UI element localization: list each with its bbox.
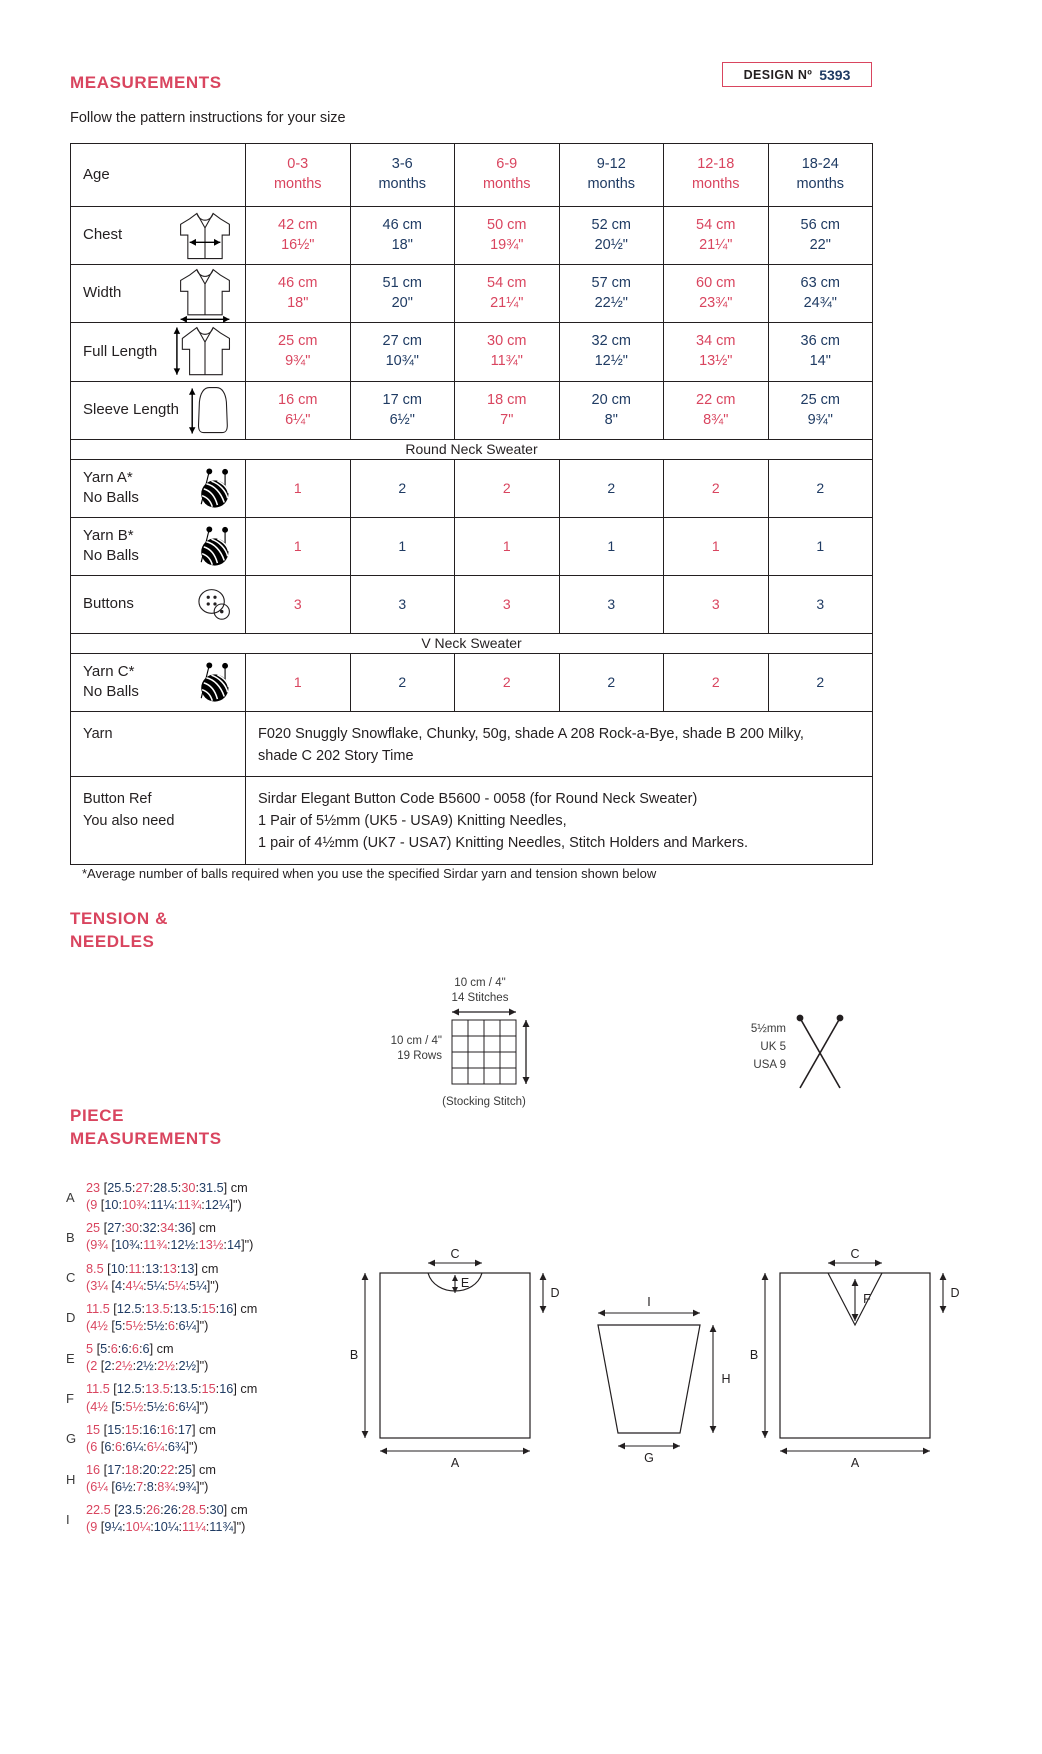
measurement-cell xyxy=(559,207,664,265)
ball-count: 2 xyxy=(502,479,511,496)
measurement-cell xyxy=(664,207,769,265)
row-label-chest xyxy=(71,207,246,265)
row-label-full-length xyxy=(71,323,246,382)
measurement-cell xyxy=(768,382,873,440)
ball-count-cell xyxy=(350,653,455,711)
row-label-sleeve-length xyxy=(71,382,246,440)
ball-count: 3 xyxy=(398,595,407,612)
value-cm: 17 cm xyxy=(382,391,422,408)
piece-key: G xyxy=(66,1431,77,1447)
tension-side-label-line2: 19 Rows xyxy=(397,1050,442,1062)
value-inch: 11¾" xyxy=(490,353,523,369)
size-range: 18-24 xyxy=(801,156,839,173)
section-round-neck-cell: Round Neck Sweater xyxy=(71,440,873,460)
schematic-label-h: H xyxy=(721,1372,731,1386)
size-range: 6-9 xyxy=(496,156,518,173)
value-cm: 46 cm xyxy=(278,274,318,291)
info-label-line2: You also need xyxy=(83,813,175,830)
ball-count-cell xyxy=(768,653,873,711)
size-header-cell-0 xyxy=(246,144,351,207)
ball-count: 1 xyxy=(711,537,720,554)
row-label-yarn-c- xyxy=(71,653,246,711)
value-inch: 19¾" xyxy=(490,236,524,253)
table-row xyxy=(71,653,873,711)
measurement-cell xyxy=(559,382,664,440)
ball-count-cell xyxy=(350,517,455,575)
piece-values-inch: (9 [9¼:10¼:10¼:11¼:11¾]") xyxy=(86,1520,246,1535)
measurement-cell xyxy=(246,323,351,382)
size-unit: months xyxy=(587,176,636,192)
piece-measurement-item xyxy=(66,1220,366,1254)
value-inch: 8¾" xyxy=(703,411,729,428)
ball-count-cell xyxy=(664,575,769,633)
piece-values-inch: (6¼ [6½:7:8:8¾:9¾]") xyxy=(86,1480,209,1495)
ball-count-cell xyxy=(455,575,560,633)
sleeve-icon xyxy=(187,384,237,438)
ball-count: 2 xyxy=(816,673,825,690)
ball-count-cell xyxy=(455,459,560,517)
section-v-neck xyxy=(71,633,873,653)
measurement-cell xyxy=(455,265,560,323)
row-label-text: Full Length xyxy=(83,342,158,360)
row-label-yarn-b- xyxy=(71,517,246,575)
value-inch: 23¾" xyxy=(699,294,733,311)
needle-usa-label: USA 9 xyxy=(753,1059,786,1071)
piece-values-inch: (3¼ [4:4¼:5¼:5¼:5¼]") xyxy=(86,1278,219,1293)
ball-count-cell xyxy=(664,653,769,711)
section-v-neck-cell: V Neck Sweater xyxy=(71,633,873,653)
size-unit: months xyxy=(482,176,531,192)
schematic-label-c-left: C xyxy=(450,1247,460,1261)
yarn-ball-icon xyxy=(191,465,237,511)
measurement-cell xyxy=(664,323,769,382)
ball-count: 3 xyxy=(293,595,302,612)
ball-count-cell xyxy=(559,459,664,517)
tension-grid xyxy=(452,1020,516,1084)
table-row xyxy=(71,382,873,440)
size-unit: months xyxy=(691,176,740,192)
piece-measurements-list xyxy=(66,1180,366,1543)
ball-count-cell xyxy=(664,517,769,575)
ball-count-cell xyxy=(664,459,769,517)
value-inch: 14" xyxy=(809,353,831,369)
piece-values-cm: 16 [17:18:20:22:25] cm xyxy=(86,1462,216,1477)
schematic-label-b-right: B xyxy=(749,1348,759,1362)
ball-count-cell xyxy=(246,653,351,711)
ball-count-cell xyxy=(455,517,560,575)
size-unit: months xyxy=(273,176,322,192)
value-cm: 51 cm xyxy=(382,274,422,291)
size-header-cell-4 xyxy=(664,144,769,207)
piece-values xyxy=(86,1462,216,1496)
value-cm: 42 cm xyxy=(278,216,318,233)
row-icon-slot xyxy=(191,465,237,511)
value-cm: 46 cm xyxy=(382,216,422,233)
measurement-cell xyxy=(455,207,560,265)
ball-count: 2 xyxy=(711,479,720,496)
measurement-cell xyxy=(350,382,455,440)
table-row xyxy=(71,207,873,265)
sweater-width-icon xyxy=(173,266,237,322)
schematic-body-round-neck xyxy=(380,1273,530,1438)
value-inch: 24¾" xyxy=(803,294,837,311)
design-number: 5393 xyxy=(819,66,851,83)
piece-values xyxy=(86,1502,248,1536)
ball-count-cell xyxy=(559,575,664,633)
ball-count: 2 xyxy=(398,673,407,690)
value-inch: 18" xyxy=(287,294,309,311)
piece-values xyxy=(86,1381,257,1415)
ball-count: 1 xyxy=(293,479,302,496)
ball-count: 2 xyxy=(502,673,511,690)
tension-swatch-diagram xyxy=(330,972,630,1117)
ball-count: 3 xyxy=(502,595,511,612)
ball-count: 1 xyxy=(607,537,616,554)
piece-heading-line2: MEASUREMENTS xyxy=(70,1128,222,1148)
info-row xyxy=(71,711,873,777)
ball-count-cell xyxy=(246,575,351,633)
ball-count-cell xyxy=(246,517,351,575)
balls-footnote: *Average number of balls required when you use the specified Sirdar yarn and tension shown below xyxy=(82,866,657,881)
row-label-text: Yarn A* No Balls xyxy=(83,469,139,507)
piece-measurement-item xyxy=(66,1301,366,1335)
value-inch: 20½" xyxy=(594,236,628,253)
design-number-badge xyxy=(722,62,872,87)
piece-values-cm: 25 [27:30:32:34:36] cm xyxy=(86,1221,216,1236)
piece-key: I xyxy=(66,1511,70,1527)
tension-side-arrow xyxy=(523,1020,530,1084)
measurement-cell xyxy=(246,207,351,265)
measurement-cell xyxy=(350,207,455,265)
piece-measurement-item xyxy=(66,1341,366,1375)
measurement-cell xyxy=(455,323,560,382)
row-icon-slot xyxy=(173,208,237,264)
info-line: 1 pair of 4½mm (UK7 - USA7) Knitting Needles, Stitch Holders and Markers. xyxy=(258,834,748,851)
age-label: Age xyxy=(83,165,110,183)
info-line: F020 Snuggly Snowflake, Chunky, 50g, shade A 208 Rock-a-Bye, shade B 200 Milky, xyxy=(258,725,804,742)
value-inch: 9¾" xyxy=(807,411,833,428)
sweater-length-icon xyxy=(173,323,237,381)
size-range: 9-12 xyxy=(596,156,626,173)
measurement-cell xyxy=(664,265,769,323)
needle-uk-label: UK 5 xyxy=(760,1041,786,1053)
row-label-text: Buttons xyxy=(83,595,134,613)
piece-values-cm: 5 [5:6:6:6:6] cm xyxy=(86,1342,174,1357)
piece-values-cm: 8.5 [10:11:13:13:13] cm xyxy=(86,1261,219,1276)
row-label-text: Yarn B* No Balls xyxy=(83,527,139,565)
value-cm: 25 cm xyxy=(800,391,840,408)
ball-count: 3 xyxy=(607,595,616,612)
ball-count: 3 xyxy=(711,595,720,612)
tension-top-label-line2: 14 Stitches xyxy=(451,992,509,1004)
piece-key: D xyxy=(66,1310,76,1326)
size-range: 3-6 xyxy=(391,156,413,173)
knitting-needles-diagram xyxy=(700,1010,880,1100)
value-cm: 52 cm xyxy=(591,216,631,233)
piece-values-inch: (6 [6:6:6¼:6¼:6¾]") xyxy=(86,1439,198,1454)
tension-top-label-line1: 10 cm / 4" xyxy=(454,977,506,989)
piece-key: A xyxy=(66,1189,75,1205)
value-inch: 6½" xyxy=(389,411,415,428)
measurements-table xyxy=(70,143,873,865)
piece-values xyxy=(86,1341,208,1375)
needle-icon xyxy=(797,1015,842,1088)
schematic-label-a-right: A xyxy=(850,1456,860,1470)
value-cm: 63 cm xyxy=(800,274,840,291)
tension-heading-line1: TENSION & xyxy=(70,909,168,928)
info-line: 1 Pair of 5½mm (UK5 - USA9) Knitting Needles, xyxy=(258,813,567,830)
piece-heading-line1: PIECE xyxy=(70,1106,125,1125)
value-inch: 10¾" xyxy=(385,353,419,369)
measurement-cell xyxy=(350,265,455,323)
schematic-label-a-left: A xyxy=(450,1456,460,1470)
row-icon-slot xyxy=(191,659,237,705)
table-row xyxy=(71,265,873,323)
measurement-cell xyxy=(768,323,873,382)
piece-measurement-item xyxy=(66,1381,366,1415)
value-inch: 6¼" xyxy=(285,411,311,428)
value-inch: 12½" xyxy=(594,353,628,369)
size-header-cell-3 xyxy=(559,144,664,207)
value-cm: 34 cm xyxy=(696,333,736,350)
piece-values-cm: 15 [15:15:16:16:17] cm xyxy=(86,1422,216,1437)
schematic-label-g: G xyxy=(644,1451,654,1465)
info-label: Yarn xyxy=(83,725,113,742)
schematic-left-dim-arrows xyxy=(362,1260,547,1455)
ball-count-cell xyxy=(350,575,455,633)
schematic-label-f: F xyxy=(863,1292,871,1306)
table-row xyxy=(71,459,873,517)
value-cm: 27 cm xyxy=(382,333,422,350)
tension-heading xyxy=(70,908,168,954)
size-unit: months xyxy=(378,176,427,192)
ball-count-cell xyxy=(455,653,560,711)
design-label: DESIGN Nº xyxy=(743,67,813,82)
page-title: MEASUREMENTS xyxy=(70,73,222,92)
piece-measurement-item xyxy=(66,1462,366,1496)
piece-values-cm: 22.5 [23.5:26:26:28.5:30] cm xyxy=(86,1503,248,1518)
schematic-label-e: E xyxy=(460,1276,470,1290)
tension-caption: (Stocking Stitch) xyxy=(442,1096,526,1108)
value-cm: 32 cm xyxy=(591,333,631,350)
info-line: shade C 202 Story Time xyxy=(258,747,414,764)
measurement-cell xyxy=(455,382,560,440)
needle-size-label: 5½mm xyxy=(750,1023,786,1035)
value-inch: 21¼" xyxy=(699,236,733,253)
size-header-cell-1 xyxy=(350,144,455,207)
value-inch: 18" xyxy=(391,236,413,253)
info-label-line1: Button Ref xyxy=(83,791,152,808)
piece-values-cm: 23 [25.5:27:28.5:30:31.5] cm xyxy=(86,1181,248,1195)
schematic-label-b-left: B xyxy=(349,1348,359,1362)
ball-count-cell xyxy=(768,459,873,517)
piece-values xyxy=(86,1261,219,1295)
row-icon-slot xyxy=(191,523,237,569)
piece-key: H xyxy=(66,1471,76,1487)
ball-count: 2 xyxy=(607,673,616,690)
table-row xyxy=(71,575,873,633)
piece-values xyxy=(86,1220,253,1254)
piece-key: F xyxy=(66,1391,74,1407)
ball-count: 2 xyxy=(398,479,407,496)
sweater-chest-icon xyxy=(173,208,237,264)
schematic-label-d-right: D xyxy=(950,1286,960,1300)
size-header-cell-2 xyxy=(455,144,560,207)
measurement-cell xyxy=(768,207,873,265)
table-row xyxy=(71,323,873,382)
table-row xyxy=(71,517,873,575)
piece-values-inch: (4½ [5:5½:5½:6:6¼]") xyxy=(86,1318,209,1333)
measurement-cell xyxy=(246,382,351,440)
piece-values-cm: 11.5 [12.5:13.5:13.5:15:16] cm xyxy=(86,1301,258,1316)
schematic-label-d-left: D xyxy=(550,1286,560,1300)
row-icon-slot xyxy=(173,323,237,381)
info-row xyxy=(71,777,873,864)
piece-measurement-item xyxy=(66,1502,366,1536)
buttons-icon xyxy=(193,584,237,624)
value-cm: 18 cm xyxy=(487,391,527,408)
row-label-width xyxy=(71,265,246,323)
piece-values xyxy=(86,1180,248,1214)
piece-values-inch: (2 [2:2½:2½:2½:2½]") xyxy=(86,1359,209,1374)
row-label-text: Sleeve Length xyxy=(83,401,179,419)
ball-count-cell xyxy=(350,459,455,517)
piece-values xyxy=(86,1301,257,1335)
measurement-cell xyxy=(350,323,455,382)
info-line: Sirdar Elegant Button Code B5600 - 0058 (for Round Neck Sweater) xyxy=(258,791,698,808)
garment-schematics xyxy=(340,1247,1000,1505)
value-inch: 7" xyxy=(500,411,514,428)
instructions-subtitle: Follow the pattern instructions for your size xyxy=(70,110,346,126)
info-row-label xyxy=(71,777,246,864)
value-inch: 13½" xyxy=(699,353,733,369)
piece-key: B xyxy=(66,1229,75,1245)
measurement-cell xyxy=(246,265,351,323)
section-round-neck xyxy=(71,440,873,460)
value-cm: 50 cm xyxy=(487,216,527,233)
measurement-cell xyxy=(664,382,769,440)
size-unit: months xyxy=(796,176,845,192)
value-cm: 54 cm xyxy=(487,274,527,291)
size-header-cell-5 xyxy=(768,144,873,207)
piece-measurements-heading xyxy=(70,1105,222,1151)
size-range: 0-3 xyxy=(287,156,309,173)
value-inch: 21¼" xyxy=(490,294,524,311)
ball-count-cell xyxy=(246,459,351,517)
value-inch: 8" xyxy=(604,411,618,428)
value-inch: 16½" xyxy=(281,236,315,253)
piece-values-inch: (4½ [5:5½:5½:6:6¼]") xyxy=(86,1399,209,1414)
row-label-text: Chest xyxy=(83,226,123,244)
piece-values-inch: (9¾ [10¾:11¾:12½:13½:14]") xyxy=(86,1238,254,1253)
value-cm: 20 cm xyxy=(591,391,631,408)
value-cm: 54 cm xyxy=(696,216,736,233)
info-row-text xyxy=(246,777,873,864)
age-label-cell xyxy=(71,144,246,207)
value-cm: 36 cm xyxy=(800,333,840,350)
piece-key: C xyxy=(66,1270,76,1286)
ball-count: 2 xyxy=(816,479,825,496)
value-cm: 60 cm xyxy=(696,274,736,291)
ball-count: 3 xyxy=(816,595,825,612)
row-label-buttons xyxy=(71,575,246,633)
row-icon-slot xyxy=(187,384,237,438)
row-label-text: Yarn C* No Balls xyxy=(83,663,139,701)
yarn-ball-icon xyxy=(191,523,237,569)
ball-count-cell xyxy=(768,575,873,633)
piece-values-cm: 11.5 [12.5:13.5:13.5:15:16] cm xyxy=(86,1382,258,1397)
ball-count-cell xyxy=(559,653,664,711)
value-inch: 22" xyxy=(809,236,831,253)
value-cm: 56 cm xyxy=(800,216,840,233)
info-row-text xyxy=(246,711,873,777)
measurement-cell xyxy=(768,265,873,323)
value-inch: 22½" xyxy=(594,294,628,311)
schematic-sleeve xyxy=(598,1325,700,1433)
value-inch: 9¾" xyxy=(285,353,311,369)
value-cm: 57 cm xyxy=(591,274,631,291)
row-label-text: Width xyxy=(83,284,122,302)
table-header-row xyxy=(71,144,873,207)
size-range: 12-18 xyxy=(697,156,735,173)
piece-measurement-item xyxy=(66,1422,366,1456)
measurement-cell xyxy=(559,265,664,323)
ball-count: 1 xyxy=(293,673,302,690)
ball-count-cell xyxy=(559,517,664,575)
row-icon-slot xyxy=(173,266,237,322)
tension-top-arrow xyxy=(452,1009,516,1016)
schematic-label-c-right: C xyxy=(850,1247,860,1261)
schematic-right-dim-arrows xyxy=(762,1260,947,1455)
piece-values xyxy=(86,1422,216,1456)
row-label-yarn-a- xyxy=(71,459,246,517)
value-cm: 22 cm xyxy=(696,391,736,408)
ball-count: 2 xyxy=(607,479,616,496)
row-icon-slot xyxy=(193,584,237,624)
value-inch: 20" xyxy=(391,294,413,311)
piece-values-inch: (9 [10:10¾:11¼:11¾:12¼]") xyxy=(86,1198,242,1213)
piece-measurement-item xyxy=(66,1180,366,1214)
ball-count-cell xyxy=(768,517,873,575)
value-cm: 30 cm xyxy=(487,333,527,350)
measurement-cell xyxy=(559,323,664,382)
piece-key: E xyxy=(66,1350,75,1366)
tension-heading-line2: NEEDLES xyxy=(70,931,155,951)
value-cm: 25 cm xyxy=(278,333,318,350)
ball-count: 1 xyxy=(816,537,825,554)
ball-count: 2 xyxy=(711,673,720,690)
piece-measurement-item xyxy=(66,1261,366,1295)
yarn-ball-icon xyxy=(191,659,237,705)
ball-count: 1 xyxy=(293,537,302,554)
info-row-label xyxy=(71,711,246,777)
ball-count: 1 xyxy=(398,537,407,554)
value-cm: 16 cm xyxy=(278,391,318,408)
schematic-label-i: I xyxy=(647,1295,651,1309)
tension-side-label-line1: 10 cm / 4" xyxy=(390,1035,442,1047)
ball-count: 1 xyxy=(502,537,511,554)
